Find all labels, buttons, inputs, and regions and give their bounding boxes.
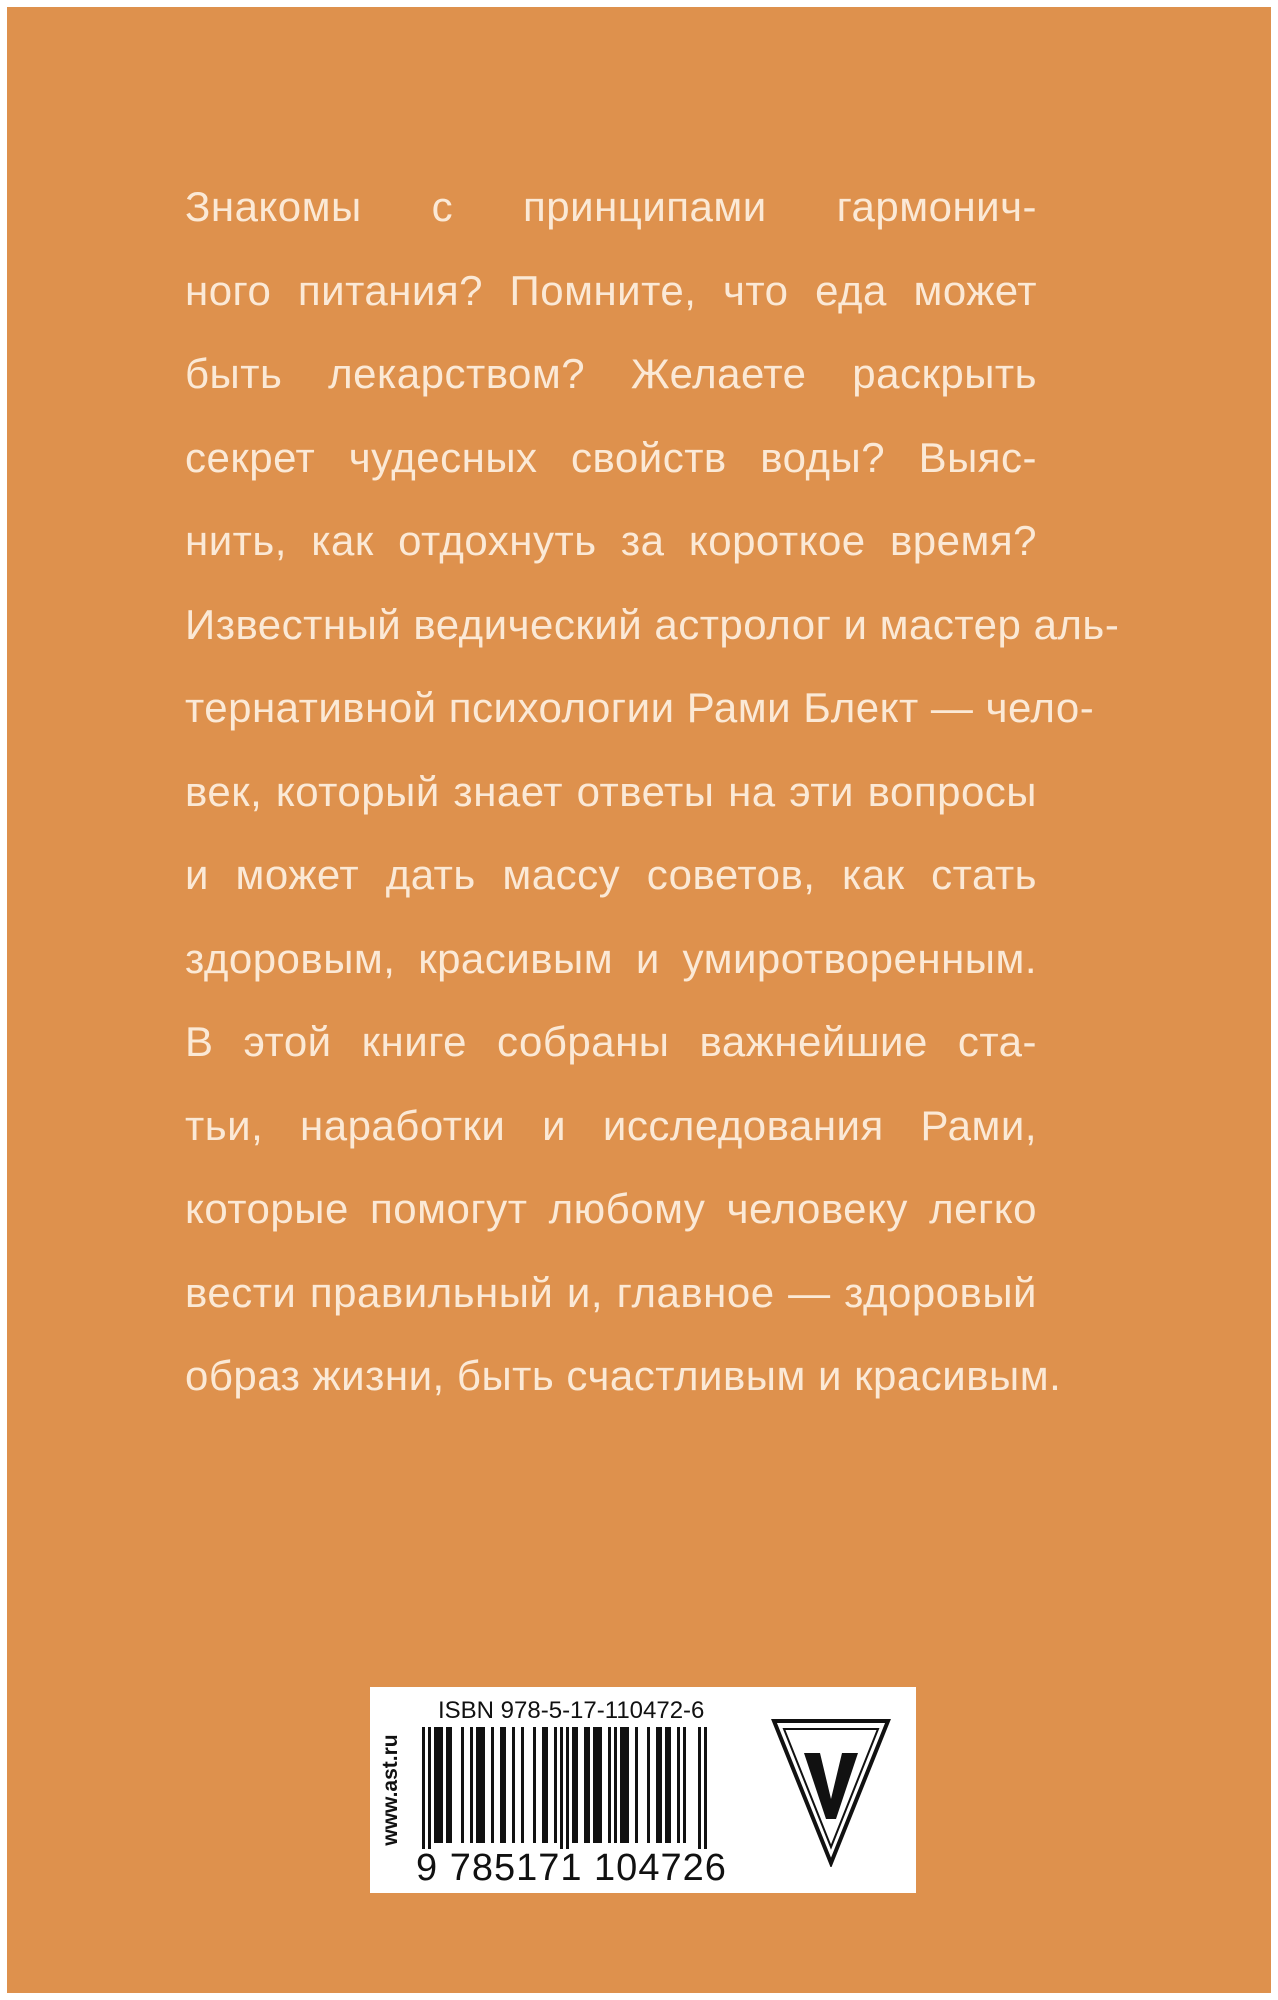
blurb-line: век, который знает ответы на эти вопросы — [185, 767, 1037, 815]
back-cover — [7, 7, 1271, 1993]
blurb-line: тернативной психологии Рами Блект — чело- — [185, 684, 1095, 731]
barcode-bar — [512, 1727, 515, 1843]
barcode-bar — [545, 1727, 548, 1843]
blurb-line: здоровым, красивым и умиротворенным. — [185, 934, 1037, 982]
barcode-bar — [434, 1727, 437, 1843]
blurb-line: нить, как отдохнуть за короткое время? — [185, 517, 1037, 564]
barcode-bar — [533, 1727, 536, 1843]
blurb-line: ного питания? Помните, что еда может — [185, 266, 1037, 314]
barcode-bar — [428, 1727, 431, 1849]
barcode-bars — [416, 1727, 716, 1849]
barcode-bar — [521, 1727, 524, 1843]
barcode-bar — [659, 1727, 662, 1843]
barcode-bar — [500, 1727, 503, 1843]
blurb-line: тьи, наработки и исследования Рами, — [185, 1101, 1037, 1149]
blurb-line: секрет чудесных свойств воды? Выяс- — [185, 433, 1037, 481]
barcode-bar — [593, 1727, 596, 1843]
barcode-bar — [584, 1727, 587, 1843]
blurb-line: и может дать массу советов, как стать — [185, 851, 1037, 898]
barcode-bar — [422, 1727, 425, 1849]
barcode-bar — [668, 1727, 671, 1843]
barcode-bar — [503, 1727, 506, 1843]
barcode-bar — [554, 1727, 557, 1843]
barcode-bar — [698, 1727, 701, 1849]
barcode-bar — [575, 1727, 578, 1843]
publisher-website — [376, 1687, 406, 1893]
barcode-bar — [491, 1727, 494, 1843]
barcode-bar — [599, 1727, 602, 1843]
barcode-bar — [482, 1727, 485, 1843]
website-text: www.ast.ru — [379, 1734, 402, 1846]
barcode-bar — [572, 1727, 575, 1843]
barcode-bar — [449, 1727, 452, 1843]
barcode-bar — [566, 1727, 569, 1849]
v-triangle-logo-icon — [770, 1717, 892, 1867]
blurb-line: быть лекарством? Желаете раскрыть — [185, 350, 1037, 397]
barcode-bar — [446, 1727, 449, 1843]
barcode-bar — [461, 1727, 464, 1843]
barcode-bar — [560, 1727, 563, 1849]
barcode-bar — [440, 1727, 443, 1843]
barcode-bar — [623, 1727, 626, 1843]
barcode-bar — [620, 1727, 623, 1843]
barcode-block — [370, 1687, 916, 1893]
barcode-bar — [542, 1727, 545, 1843]
barcode-bar — [677, 1727, 680, 1843]
barcode-bar — [437, 1727, 440, 1843]
barcode-bar — [647, 1727, 650, 1843]
barcode-bar — [683, 1727, 686, 1843]
blurb-line: вести правильный и, главное — здоровый — [185, 1268, 1037, 1316]
barcode-bar — [596, 1727, 599, 1843]
barcode-bar — [635, 1727, 638, 1843]
barcode-bar — [470, 1727, 473, 1843]
barcode-bar — [476, 1727, 479, 1843]
barcode-bar — [626, 1727, 629, 1843]
blurb-line: В этой книге собраны важнейшие ста- — [185, 1018, 1037, 1065]
barcode-bar — [704, 1727, 707, 1849]
blurb-line: образ жизни, быть счастливым и красивым. — [185, 1352, 1062, 1399]
blurb-line: которые помогут любому человеку легко — [185, 1185, 1037, 1232]
blurb-text — [185, 165, 1120, 1418]
barcode-bar — [665, 1727, 668, 1843]
barcode-bar — [656, 1727, 659, 1843]
blurb-line: Знакомы с принципами гармонич- — [185, 183, 1037, 230]
barcode-bar — [587, 1727, 590, 1843]
barcode-bar — [479, 1727, 482, 1843]
barcode-bar — [614, 1727, 617, 1843]
blurb-line: Известный ведический астролог и мастер аль- — [185, 600, 1120, 648]
barcode-bar — [608, 1727, 611, 1843]
ean-digits: 9 785171 104726 — [416, 1847, 727, 1889]
isbn-label: ISBN 978-5-17-110472-6 — [438, 1697, 705, 1724]
